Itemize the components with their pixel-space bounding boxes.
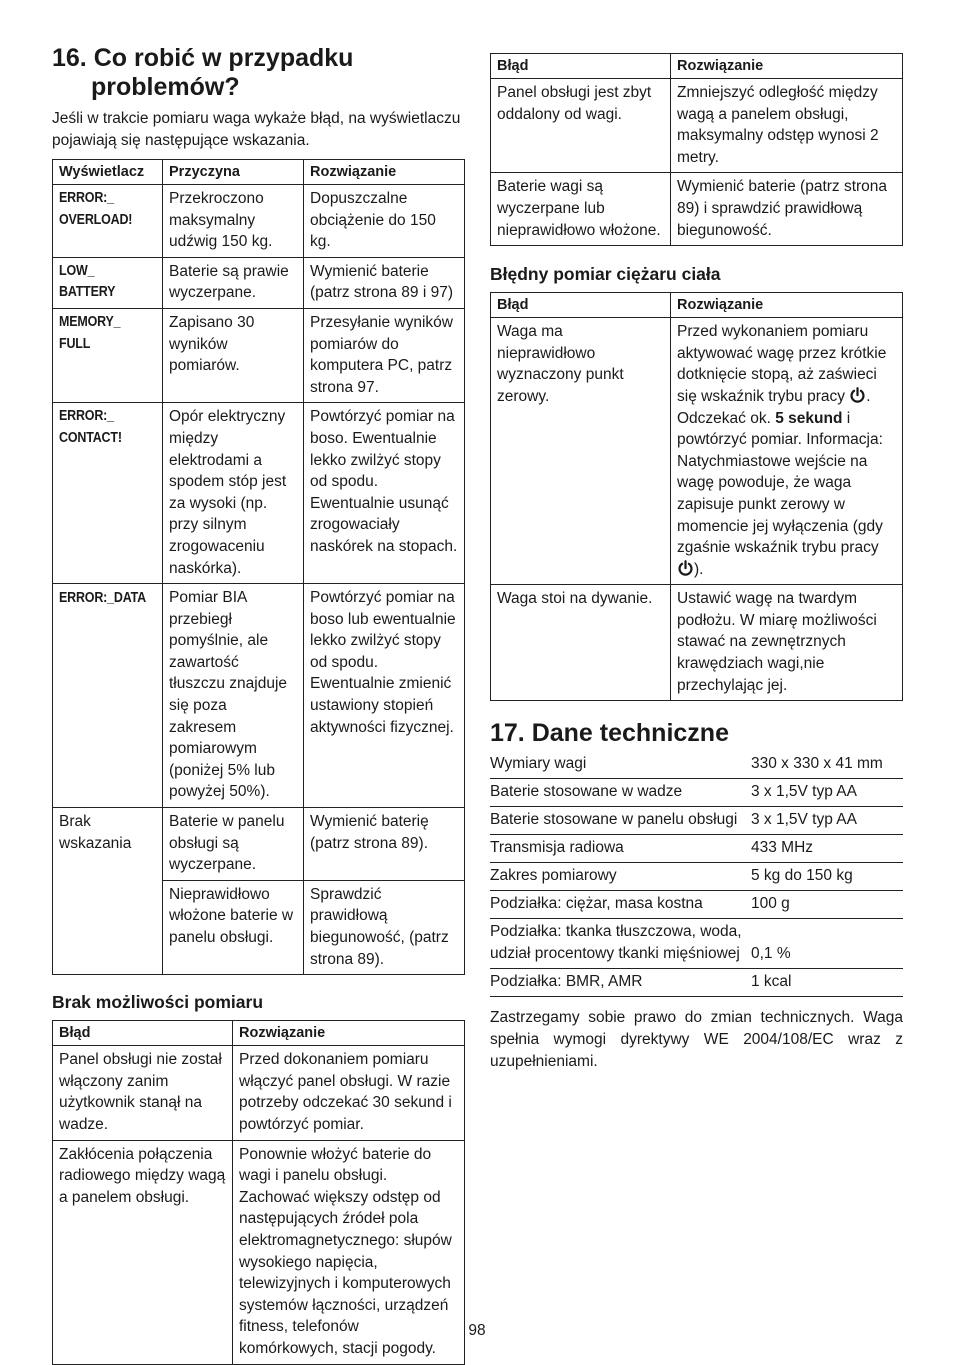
spec-list xyxy=(490,751,903,997)
error-cell: Zakłócenia połączenia radiowego między wagą a panelem obsługi. xyxy=(53,1140,233,1364)
cause-cell: Opór elektryczny między elektrodami a spodem stóp jest za wysoki (np. przy silnym zrogowaceniu naskórka). xyxy=(163,403,304,584)
display-cell: ERROR:_ CONTACT! xyxy=(53,403,163,584)
solution-cell: Powtórzyć pomiar na boso lub ewentualnie lekko zwilżyć stopy od spodu. Ewentualnie zmienić ustawiony stopień aktywności fizycznej. xyxy=(304,584,465,808)
technical-note: Zastrzegamy sobie prawo do zmian technicznych. Waga spełnia wymogi dyrektywy WE 2004/108/EC wraz z uzupełnieniami. xyxy=(490,1009,903,1071)
spec-row: Baterie stosowane w wadze 3 x 1,5V typ AA xyxy=(490,779,903,807)
section-16-title: 16. Co robić w przypadku problemów? xyxy=(52,44,354,101)
troubleshooting-table xyxy=(52,159,465,975)
display-cell: LOW_ BATTERY xyxy=(53,257,163,308)
solution-cell: Ustawić wagę na twardym podłożu. W miarę możliwości stawać na zewnętrznych krawędziach wagi,nie przechylając jej. xyxy=(671,585,903,701)
table-header-row xyxy=(491,54,903,79)
error-cell: Panel obsługi jest zbyt oddalony od wagi. xyxy=(491,79,671,173)
table-header-row xyxy=(491,293,903,318)
cause-cell: Nieprawidłowo włożone baterie w panelu obsługi. xyxy=(163,880,304,974)
spec-row: Wymiary wagi 330 x 330 x 41 mm xyxy=(490,751,903,779)
right-column xyxy=(490,53,903,1089)
column-header: Rozwiązanie xyxy=(304,160,465,185)
cause-cell: Baterie w panelu obsługi są wyczerpane. xyxy=(163,808,304,881)
section-17-title: 17. Dane techniczne xyxy=(490,719,729,748)
power-icon xyxy=(677,560,694,577)
error-cell: Waga stoi na dywanie. xyxy=(491,585,671,701)
error-cell: Panel obsługi nie został włączony zanim użytkownik stanął na wadze. xyxy=(53,1046,233,1140)
cause-cell: Zapisano 30 wyników pomiarów. xyxy=(163,308,304,402)
table-header-row xyxy=(53,160,465,185)
table-row xyxy=(491,318,903,585)
solution-cell: Wymienić baterie (patrz strona 89 i 97) xyxy=(304,257,465,308)
error-cell: Waga ma nieprawidłowo wyznaczony punkt zerowy. xyxy=(491,318,671,585)
left-column xyxy=(52,44,465,1365)
no-measure-heading: Brak możliwości pomiaru xyxy=(52,992,264,1013)
solution-cell: Przesyłanie wyników pomiarów do komputera PC, patrz strona 97. xyxy=(304,308,465,402)
cause-cell: Baterie są prawie wyczerpane. xyxy=(163,257,304,308)
spec-row: Zakres pomiarowy 5 kg do 150 kg xyxy=(490,863,903,891)
wrong-weight-heading: Błędny pomiar ciężaru ciała xyxy=(490,264,721,285)
error-cell: Baterie wagi są wyczerpane lub nieprawidłowo włożone. xyxy=(491,173,671,246)
page-number: 98 xyxy=(468,1322,486,1339)
solution-cell: Przed wykonaniem pomiaru aktywować wagę przez krótkie dotknięcie stopą, aż zaświeci się wskaźnik trybu pracy . Odczekać ok. 5 sekund i powtórzyć pomiar. Informacja: Natychmiastowe wejście na wagę powoduje, że waga zapisuje punkt zerowy w momencie jej wyłączenia (gdy zgaśnie wskaźnik trybu pracy ). xyxy=(671,318,903,585)
table-row xyxy=(491,585,903,701)
cause-cell: Pomiar BIA przebiegł pomyślnie, ale zawartość tłuszczu znajduje się poza zakresem pomiarowym (poniżej 5% lub powyżej 50%). xyxy=(163,584,304,808)
solution-cell: Przed dokonaniem pomiaru włączyć panel obsługi. W razie potrzeby odczekać 30 sekund i powtórzyć pomiar. xyxy=(233,1046,465,1140)
table-row xyxy=(53,584,465,808)
spec-row: Podziałka: ciężar, masa kostna 100 g xyxy=(490,891,903,919)
display-cell: ERROR:_ OVERLOAD! xyxy=(53,185,163,258)
spec-row: Transmisja radiowa 433 MHz xyxy=(490,835,903,863)
display-cell: ERROR:_DATA xyxy=(53,584,163,808)
solution-cell: Ponownie włożyć baterie do wagi i panelu obsługi. Zachować większy odstęp od następujących źródeł pola elektromagnetycznego: słupów wysokiego napięcia, telewizyjnych i komputerowych systemów łączności, urządzeń fitness, telefonów komórkowych, stacji pogody. xyxy=(233,1140,465,1364)
table-row xyxy=(53,257,465,308)
table-row xyxy=(53,308,465,402)
section-16-intro: Jeśli w trakcie pomiaru waga wykaże błąd, na wyświetlaczu pojawiają się następujące wskazania. xyxy=(52,110,461,149)
column-header: Błąd xyxy=(491,293,671,318)
power-icon xyxy=(849,387,866,404)
solution-cell: Sprawdzić prawidłową biegunowość, (patrz strona 89). xyxy=(304,880,465,974)
column-header: Wyświetlacz xyxy=(53,160,163,185)
column-header: Rozwiązanie xyxy=(671,293,903,318)
column-header: Rozwiązanie xyxy=(233,1021,465,1046)
table-row xyxy=(53,185,465,258)
spec-row: Podziałka: tkanka tłuszczowa, woda, udział procentowy tkanki mięśniowej 0,1 % xyxy=(490,919,903,969)
table-row xyxy=(491,79,903,173)
cause-cell: Przekroczono maksymalny udźwig 150 kg. xyxy=(163,185,304,258)
solution-cell: Zmniejszyć odległość między wagą a panelem obsługi, maksymalny odstęp wynosi 2 metry. xyxy=(671,79,903,173)
column-header: Błąd xyxy=(53,1021,233,1046)
column-header: Rozwiązanie xyxy=(671,54,903,79)
table-row xyxy=(491,173,903,246)
table-header-row xyxy=(53,1021,465,1046)
continued-table xyxy=(490,53,903,246)
wrong-weight-table xyxy=(490,292,903,701)
solution-cell: Dopuszczalne obciążenie do 150 kg. xyxy=(304,185,465,258)
table-row xyxy=(53,403,465,584)
no-measure-table xyxy=(52,1020,465,1364)
solution-cell: Powtórzyć pomiar na boso. Ewentualnie lekko zwilżyć stopy od spodu. Ewentualnie usunąć zrogowaciały naskórek na stopach. xyxy=(304,403,465,584)
solution-cell: Wymienić baterie (patrz strona 89) i sprawdzić prawidłową biegunowość. xyxy=(671,173,903,246)
display-cell: MEMORY_ FULL xyxy=(53,308,163,402)
column-header: Przyczyna xyxy=(163,160,304,185)
spec-row: Baterie stosowane w panelu obsługi 3 x 1,5V typ AA xyxy=(490,807,903,835)
column-header: Błąd xyxy=(491,54,671,79)
table-row xyxy=(53,808,465,881)
solution-cell: Wymienić baterię (patrz strona 89). xyxy=(304,808,465,881)
display-cell: Brak wskazania xyxy=(53,808,163,975)
table-row xyxy=(53,1046,465,1140)
spec-row: Podziałka: BMR, AMR 1 kcal xyxy=(490,969,903,997)
